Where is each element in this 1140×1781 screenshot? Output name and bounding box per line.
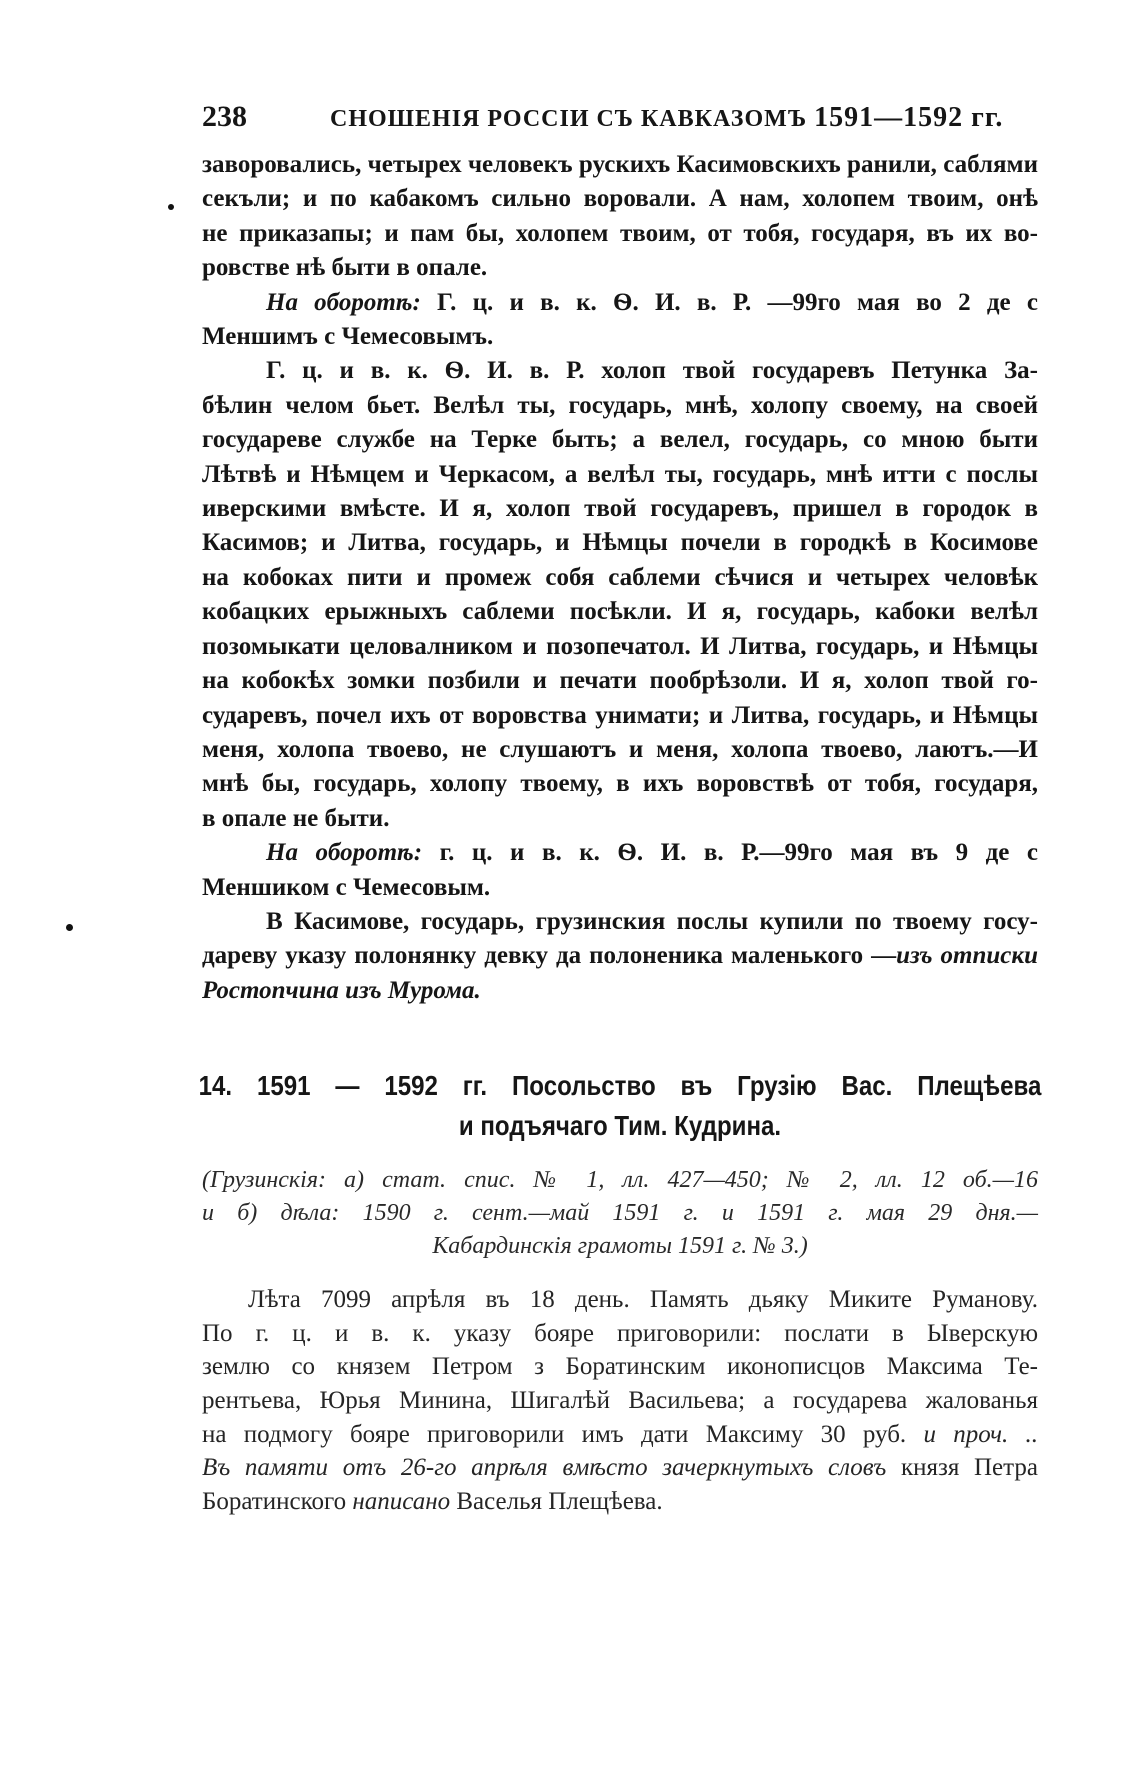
- page-number: 238: [202, 100, 247, 133]
- source-reference: Ростопчина изъ Мурома.: [202, 976, 481, 1004]
- text-line: меня, холопа твоево, не слушаютъ и меня, холопа твоево, лаютъ.—И: [202, 735, 1038, 763]
- section-heading: [199, 1066, 1042, 1146]
- text-line: на кобоках пити и промеж собя саблеми сѣчися и четырех человѣк: [202, 563, 1038, 591]
- section-title-line: 14. 1591 — 1592 гг. Посольство въ Грузію Вас. Плещѣева: [198, 1070, 1042, 1102]
- text-line: кобацких ерыжныхъ саблеми посѣкли. И я, государь, кабоки велѣл: [202, 598, 1038, 626]
- text-line: землю со князем Петром з Боратинским иконописцов Максима Те-: [202, 1353, 1038, 1381]
- source-reference: изъ отписки: [896, 942, 1038, 970]
- note-label: На оборотѣ:: [266, 839, 423, 867]
- text-segment-italic: Въ памяти отъ 26-го апрѣля вмѣсто зачеркнутыхъ словъ: [202, 1454, 887, 1482]
- paragraph-3: [202, 905, 1038, 1008]
- source-line: Кабардинскія грамоты 1591 г. № 3.): [432, 1233, 808, 1260]
- running-title-years: 1591—1592: [814, 102, 964, 133]
- text-segment: дареву указу полонянку девку да полоненика маленького —: [202, 942, 897, 970]
- note-text: г. ц. и в. к. Ѳ. И. в. Р.—99го мая въ 9 де с: [422, 839, 1038, 867]
- text-line: мнѣ бы, государь, холопу твоему, в ихъ воровствѣ от тобя, государя,: [202, 770, 1038, 798]
- text-segment-italic: и проч. ..: [906, 1420, 1039, 1448]
- text-line: Меншиком с Чемесовым.: [202, 873, 491, 901]
- running-title-suffix: гг.: [963, 102, 1004, 133]
- text-segment: князя Петра: [886, 1454, 1038, 1482]
- paragraph-1: [202, 148, 1038, 286]
- text-segment-italic: написано: [352, 1487, 451, 1515]
- paragraph-4: [202, 1283, 1038, 1518]
- text-line: бѣлин челом бьет. Велѣл ты, государь, мнѣ, холопу своему, на своей: [202, 391, 1038, 419]
- paragraph-2: [202, 354, 1038, 836]
- text-line: в опале не быти.: [202, 804, 390, 832]
- text-line: Лѣта 7099 апрѣля въ 18 день. Память дьяку Миките Руманову.: [248, 1286, 1038, 1314]
- text-line: ровстве нѣ быти в опале.: [202, 254, 488, 282]
- book-page: [198, 100, 1042, 1518]
- text-line: заворовались, четырех человекъ рускихъ Касимовскихъ ранили, саблями: [202, 151, 1038, 178]
- text-line: [202, 1418, 1038, 1452]
- text-segment: Васелья Плещѣева.: [450, 1487, 663, 1515]
- note-text: Г. ц. и в. к. Ѳ. И. в. Р. —99го мая во 2 де с: [420, 288, 1038, 316]
- note-label: На оборотѣ:: [266, 288, 421, 316]
- text-line: не приказапы; и пам бы, холопем твоим, от тобя, государя, въ их во-: [202, 219, 1038, 247]
- text-line: По г. ц. и в. к. указу бояре приговорили: послати в Ыверскую: [202, 1319, 1038, 1347]
- section-title-line: и подъячаго Тим. Кудрина.: [458, 1110, 782, 1142]
- text-line: [202, 1451, 1038, 1485]
- archive-sources: [202, 1164, 1038, 1263]
- text-line: иверскими вмѣсте. И я, холоп твой государевъ, пришел в городок в: [202, 495, 1038, 523]
- text-line: Меншимъ с Чемесовымъ.: [202, 323, 494, 351]
- text-line: [202, 939, 1038, 973]
- note-reverse-2: [202, 836, 1038, 905]
- text-line: позомыкати целовалником и позопечатол. И Литва, государь, и Нѣмцы: [202, 632, 1038, 660]
- text-line: Лѣтвѣ и Нѣмцем и Черкасом, а велѣл ты, государь, мнѣ итти с послы: [202, 460, 1038, 488]
- text-line: [202, 1485, 1038, 1519]
- text-segment: на подмогу бояре приговорили имъ дати Максиму 30 руб.: [202, 1420, 907, 1448]
- note-reverse-1: [202, 286, 1038, 355]
- text-line: В Касимове, государь, грузинския послы купили по твоему госу-: [266, 907, 1038, 935]
- text-line: государеве службе на Терке быть; а велел, государь, со мною быти: [202, 426, 1038, 454]
- text-line: Г. ц. и в. к. Ѳ. И. в. Р. холоп твой государевъ Петунка За-: [266, 357, 1038, 385]
- text-line: рентьева, Юрья Минина, Шигалѣй Васильева; а государева жалованья: [202, 1386, 1038, 1414]
- print-speck: [168, 204, 174, 210]
- running-header: [202, 100, 1038, 140]
- source-line: (Грузинскія: а) стат. спис. № 1, лл. 427—450; № 2, лл. 12 об.—16: [202, 1167, 1038, 1194]
- text-line: на кобокѣх зомки позбили и печати пообрѣзоли. И я, холоп твой го-: [202, 667, 1038, 695]
- text-line: сударевъ, почел ихъ от воровства унимати; и Литва, государь, и Нѣмцы: [202, 701, 1038, 729]
- text-line: [202, 286, 1038, 320]
- running-title-text: СНОШЕНІЯ РОССІИ СЪ КАВКАЗОМЪ: [330, 106, 815, 132]
- print-speck: [66, 924, 73, 931]
- text-line: секъли; и по кабакомъ сильно воровали. А нам, холопем твоим, онѣ: [202, 185, 1038, 213]
- source-line: и б) дѣла: 1590 г. сент.—май 1591 г. и 1591 г. мая 29 дня.—: [202, 1200, 1038, 1227]
- running-title: [330, 102, 1003, 134]
- text-segment: Боратинского: [202, 1487, 353, 1515]
- text-line: [202, 836, 1038, 870]
- text-line: Касимов; и Литва, государь, и Нѣмцы почели в городкѣ в Косимове: [202, 529, 1038, 557]
